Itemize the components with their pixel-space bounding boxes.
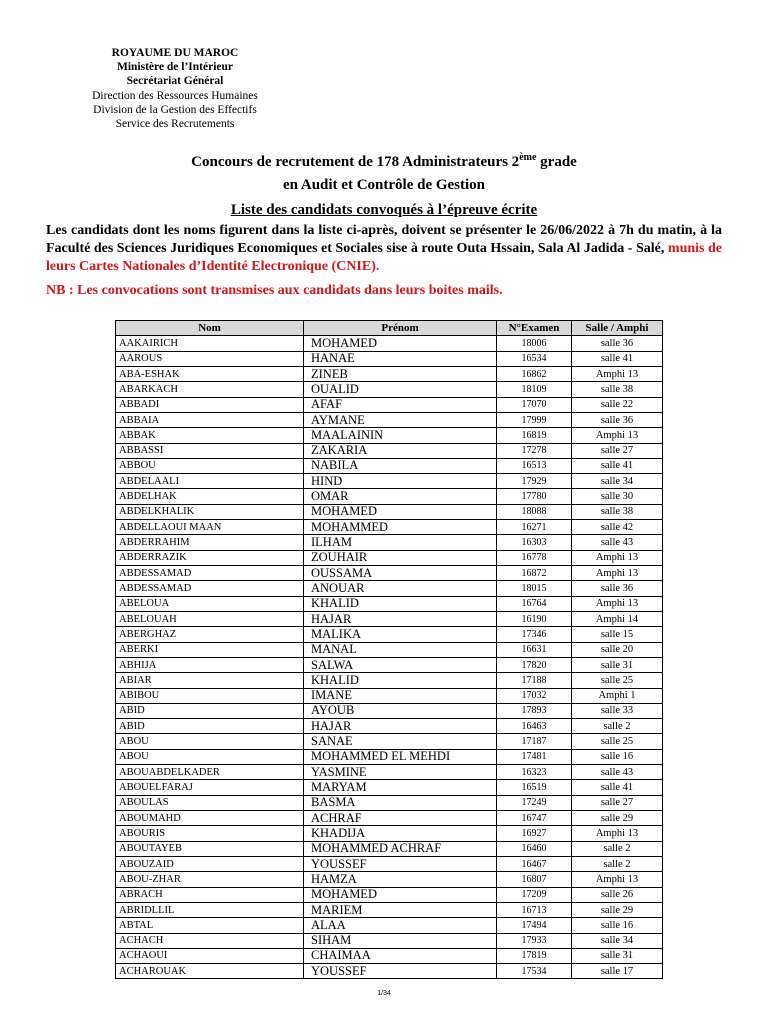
cell-salle: salle 43: [572, 535, 663, 550]
table-row: [116, 734, 663, 749]
cell-salle: salle 2: [572, 841, 663, 856]
cell-examen: 16534: [497, 351, 572, 366]
cell-examen: 16467: [497, 856, 572, 871]
cell-prenom: MOHAMMED EL MEHDI: [304, 749, 497, 764]
cell-prenom: ANOUAR: [304, 581, 497, 596]
cell-nom: ABIAR: [116, 673, 304, 688]
table-row: [116, 887, 663, 902]
cell-examen: 16323: [497, 765, 572, 780]
col-examen: N°Examen: [497, 321, 572, 336]
cell-nom: AAKAIRICH: [116, 336, 304, 351]
cell-nom: ABDESSAMAD: [116, 566, 304, 581]
cell-nom: ABOUELFARAJ: [116, 780, 304, 795]
cell-examen: 16303: [497, 535, 572, 550]
cell-prenom: ACHRAF: [304, 811, 497, 826]
cell-examen: 17893: [497, 703, 572, 718]
cell-salle: Amphi 13: [572, 366, 663, 381]
cell-salle: salle 33: [572, 703, 663, 718]
cell-salle: Amphi 14: [572, 611, 663, 626]
cell-prenom: ZINEB: [304, 366, 497, 381]
cell-prenom: AYOUB: [304, 703, 497, 718]
table-row: [116, 596, 663, 611]
cell-examen: 16513: [497, 458, 572, 473]
cell-prenom: MOHAMMED ACHRAF: [304, 841, 497, 856]
cell-prenom: IMANE: [304, 688, 497, 703]
table-row: [116, 673, 663, 688]
cell-examen: 17187: [497, 734, 572, 749]
cell-examen: 16271: [497, 520, 572, 535]
cell-prenom: OMAR: [304, 489, 497, 504]
cell-prenom: MARYAM: [304, 780, 497, 795]
cell-prenom: MALIKA: [304, 627, 497, 642]
table-row: [116, 382, 663, 397]
cell-examen: 16764: [497, 596, 572, 611]
cell-prenom: OUALID: [304, 382, 497, 397]
table-row: [116, 581, 663, 596]
table-row: [116, 765, 663, 780]
cell-prenom: ZOUHAIR: [304, 550, 497, 565]
cell-nom: ABBAIA: [116, 412, 304, 427]
cell-nom: ABDERRAZIK: [116, 550, 304, 565]
document-subtitle: en Audit et Contrôle de Gestion: [282, 177, 486, 193]
cell-prenom: AYMANE: [304, 412, 497, 427]
cell-prenom: ALAA: [304, 918, 497, 933]
cell-salle: Amphi 13: [572, 872, 663, 887]
table-row: [116, 336, 663, 351]
cell-nom: ABOUTAYEB: [116, 841, 304, 856]
table-row: [116, 657, 663, 672]
cell-salle: salle 34: [572, 474, 663, 489]
cell-prenom: HAJAR: [304, 719, 497, 734]
secretariat-line: Secrétariat Général: [126, 75, 224, 88]
cell-salle: salle 36: [572, 581, 663, 596]
cell-prenom: YASMINE: [304, 765, 497, 780]
cell-salle: salle 29: [572, 811, 663, 826]
table-row: [116, 749, 663, 764]
cell-salle: salle 22: [572, 397, 663, 412]
cell-examen: 17481: [497, 749, 572, 764]
cell-salle: salle 38: [572, 504, 663, 519]
document-title: Concours de recrutement de 178 Administrateurs 2ème grade: [191, 152, 577, 170]
cell-prenom: MOHAMED: [304, 887, 497, 902]
cell-salle: salle 41: [572, 458, 663, 473]
table-row: [116, 933, 663, 948]
cell-prenom: HAMZA: [304, 872, 497, 887]
cell-prenom: MAALAININ: [304, 428, 497, 443]
cell-prenom: AFAF: [304, 397, 497, 412]
cell-examen: 16631: [497, 642, 572, 657]
cell-examen: 17070: [497, 397, 572, 412]
cell-examen: 18015: [497, 581, 572, 596]
cell-prenom: ZAKARIA: [304, 443, 497, 458]
direction-line: Direction des Ressources Humaines: [92, 89, 258, 102]
cell-nom: ABERKI: [116, 642, 304, 657]
letterhead: [60, 46, 290, 131]
cell-salle: salle 25: [572, 734, 663, 749]
cell-nom: ACHACH: [116, 933, 304, 948]
table-row: [116, 611, 663, 626]
cell-examen: 18006: [497, 336, 572, 351]
cell-nom: ABRACH: [116, 887, 304, 902]
cell-salle: salle 2: [572, 719, 663, 734]
cell-nom: ACHAOUI: [116, 948, 304, 963]
cell-prenom: OUSSAMA: [304, 566, 497, 581]
cell-salle: salle 26: [572, 887, 663, 902]
table-row: [116, 826, 663, 841]
table-row: [116, 780, 663, 795]
cell-prenom: SALWA: [304, 657, 497, 672]
cell-nom: ABHIJA: [116, 657, 304, 672]
table-row: [116, 948, 663, 963]
cell-salle: Amphi 13: [572, 826, 663, 841]
cell-salle: salle 31: [572, 948, 663, 963]
table-row: [116, 566, 663, 581]
table-row: [116, 811, 663, 826]
cell-prenom: MARIEM: [304, 902, 497, 917]
cell-examen: 17346: [497, 627, 572, 642]
cell-salle: salle 42: [572, 520, 663, 535]
table-row: [116, 856, 663, 871]
cell-nom: ABBASSI: [116, 443, 304, 458]
cell-examen: 18088: [497, 504, 572, 519]
cell-examen: 17933: [497, 933, 572, 948]
cell-nom: ABDELKHALIK: [116, 504, 304, 519]
table-row: [116, 366, 663, 381]
cell-salle: salle 2: [572, 856, 663, 871]
table-row: [116, 642, 663, 657]
cell-nom: ABELOUAH: [116, 611, 304, 626]
table-row: [116, 412, 663, 427]
division-line: Division de la Gestion des Effectifs: [93, 103, 257, 116]
kingdom-line: ROYAUME DU MAROC: [111, 47, 239, 59]
cell-salle: Amphi 1: [572, 688, 663, 703]
cell-salle: salle 36: [572, 336, 663, 351]
table-row: [116, 688, 663, 703]
cell-nom: ABDESSAMAD: [116, 581, 304, 596]
cell-examen: 18109: [497, 382, 572, 397]
table-header-row: [116, 321, 663, 336]
cell-salle: salle 27: [572, 795, 663, 810]
cell-salle: Amphi 13: [572, 566, 663, 581]
table-row: [116, 550, 663, 565]
cell-examen: 16460: [497, 841, 572, 856]
table-row: [116, 719, 663, 734]
cell-nom: ABTAL: [116, 918, 304, 933]
cell-nom: ABDELAALI: [116, 474, 304, 489]
cell-salle: salle 27: [572, 443, 663, 458]
cell-prenom: KHALID: [304, 596, 497, 611]
cell-salle: salle 16: [572, 749, 663, 764]
cell-nom: ABBADI: [116, 397, 304, 412]
cell-nom: ABDELLAOUI MAAN: [116, 520, 304, 535]
table-row: [116, 627, 663, 642]
cell-examen: 17032: [497, 688, 572, 703]
cell-examen: 17188: [497, 673, 572, 688]
table-row: [116, 474, 663, 489]
cell-examen: 17929: [497, 474, 572, 489]
table-row: [116, 902, 663, 917]
cell-nom: ABID: [116, 719, 304, 734]
intro-warning: munis de leurs Cartes Nationales d’Identité Electronique (CNIE).: [46, 241, 723, 274]
cell-examen: 16927: [497, 826, 572, 841]
cell-nom: ABERGHAZ: [116, 627, 304, 642]
cell-salle: salle 16: [572, 918, 663, 933]
candidates-table: [115, 320, 663, 979]
cell-examen: 16463: [497, 719, 572, 734]
cell-prenom: CHAIMAA: [304, 948, 497, 963]
cell-prenom: NABILA: [304, 458, 497, 473]
cell-prenom: HANAE: [304, 351, 497, 366]
col-nom: Nom: [116, 321, 304, 336]
cell-examen: 16713: [497, 902, 572, 917]
cell-examen: 17819: [497, 948, 572, 963]
cell-examen: 17278: [497, 443, 572, 458]
cell-prenom: MOHAMED: [304, 504, 497, 519]
cell-salle: Amphi 13: [572, 550, 663, 565]
cell-prenom: KHADIJA: [304, 826, 497, 841]
cell-prenom: MOHAMMED: [304, 520, 497, 535]
cell-nom: ABDELHAK: [116, 489, 304, 504]
cell-salle: salle 43: [572, 765, 663, 780]
cell-nom: ABOU: [116, 749, 304, 764]
cell-nom: ABIBOU: [116, 688, 304, 703]
cell-salle: salle 25: [572, 673, 663, 688]
cell-salle: salle 15: [572, 627, 663, 642]
cell-salle: salle 17: [572, 964, 663, 979]
cell-nom: ABBOU: [116, 458, 304, 473]
cell-nom: ABID: [116, 703, 304, 718]
cell-salle: salle 20: [572, 642, 663, 657]
table-row: [116, 872, 663, 887]
table-row: [116, 428, 663, 443]
table-row: [116, 489, 663, 504]
cell-nom: ABBAK: [116, 428, 304, 443]
cell-examen: 17494: [497, 918, 572, 933]
cell-salle: salle 31: [572, 657, 663, 672]
cell-examen: 16862: [497, 366, 572, 381]
table-row: [116, 443, 663, 458]
cell-prenom: MANAL: [304, 642, 497, 657]
cell-salle: salle 41: [572, 351, 663, 366]
cell-examen: 17249: [497, 795, 572, 810]
page-number: 1/34: [377, 990, 391, 997]
col-prenom: Prénom: [304, 321, 497, 336]
intro-paragraph: Les candidats dont les noms figurent dans la liste ci-après, doivent se présenter le 26/06/2022 à 7h du matin, à la Faculté des Sciences Juridiques Economiques et Sociales sise à route Outa Hssain, Sala Al Jadida - Salé, munis de leurs Cartes Nationales d’Identité Electronique (CNIE).: [46, 223, 723, 274]
cell-nom: ABDERRAHIM: [116, 535, 304, 550]
cell-examen: 16807: [497, 872, 572, 887]
table-row: [116, 535, 663, 550]
table-row: [116, 351, 663, 366]
cell-nom: AAROUS: [116, 351, 304, 366]
cell-examen: 16190: [497, 611, 572, 626]
cell-examen: 16747: [497, 811, 572, 826]
table-row: [116, 918, 663, 933]
cell-examen: 17780: [497, 489, 572, 504]
cell-prenom: KHALID: [304, 673, 497, 688]
cell-prenom: BASMA: [304, 795, 497, 810]
ministry-line: Ministère de l’Intérieur: [116, 61, 234, 74]
cell-nom: ABOU-ZHAR: [116, 872, 304, 887]
cell-examen: 16778: [497, 550, 572, 565]
cell-prenom: YOUSSEF: [304, 856, 497, 871]
cell-prenom: HIND: [304, 474, 497, 489]
cell-nom: ABOUMAHD: [116, 811, 304, 826]
table-row: [116, 397, 663, 412]
cell-prenom: MOHAMED: [304, 336, 497, 351]
cell-nom: ABOURIS: [116, 826, 304, 841]
cell-prenom: HAJAR: [304, 611, 497, 626]
cell-prenom: SIHAM: [304, 933, 497, 948]
table-row: [116, 841, 663, 856]
cell-examen: 16872: [497, 566, 572, 581]
cell-examen: 16819: [497, 428, 572, 443]
table-row: [116, 458, 663, 473]
cell-salle: salle 30: [572, 489, 663, 504]
cell-nom: ABOUABDELKADER: [116, 765, 304, 780]
table-row: [116, 964, 663, 979]
nb-notice: NB : Les convocations sont transmises aux candidats dans leurs boites mails.: [46, 283, 503, 298]
cell-salle: salle 29: [572, 902, 663, 917]
table-row: [116, 703, 663, 718]
table-row: [116, 504, 663, 519]
cell-salle: salle 34: [572, 933, 663, 948]
cell-salle: salle 41: [572, 780, 663, 795]
table-row: [116, 520, 663, 535]
cell-nom: ABA-ESHAK: [116, 366, 304, 381]
cell-nom: ABOUZAID: [116, 856, 304, 871]
cell-examen: 17820: [497, 657, 572, 672]
cell-prenom: YOUSSEF: [304, 964, 497, 979]
cell-prenom: SANAE: [304, 734, 497, 749]
cell-nom: ABOULAS: [116, 795, 304, 810]
cell-salle: salle 38: [572, 382, 663, 397]
service-line: Service des Recrutements: [115, 118, 235, 131]
cell-salle: Amphi 13: [572, 596, 663, 611]
cell-nom: ABOU: [116, 734, 304, 749]
col-salle: Salle / Amphi: [572, 321, 663, 336]
cell-examen: 16519: [497, 780, 572, 795]
cell-prenom: ILHAM: [304, 535, 497, 550]
cell-examen: 17999: [497, 412, 572, 427]
cell-examen: 17534: [497, 964, 572, 979]
list-heading: Liste des candidats convoqués à l’épreuve écrite: [230, 202, 538, 218]
cell-nom: ACHAROUAK: [116, 964, 304, 979]
cell-salle: Amphi 13: [572, 428, 663, 443]
cell-nom: ABRIDLLIL: [116, 902, 304, 917]
cell-nom: ABARKACH: [116, 382, 304, 397]
cell-examen: 17209: [497, 887, 572, 902]
cell-salle: salle 36: [572, 412, 663, 427]
cell-nom: ABELOUA: [116, 596, 304, 611]
table-row: [116, 795, 663, 810]
